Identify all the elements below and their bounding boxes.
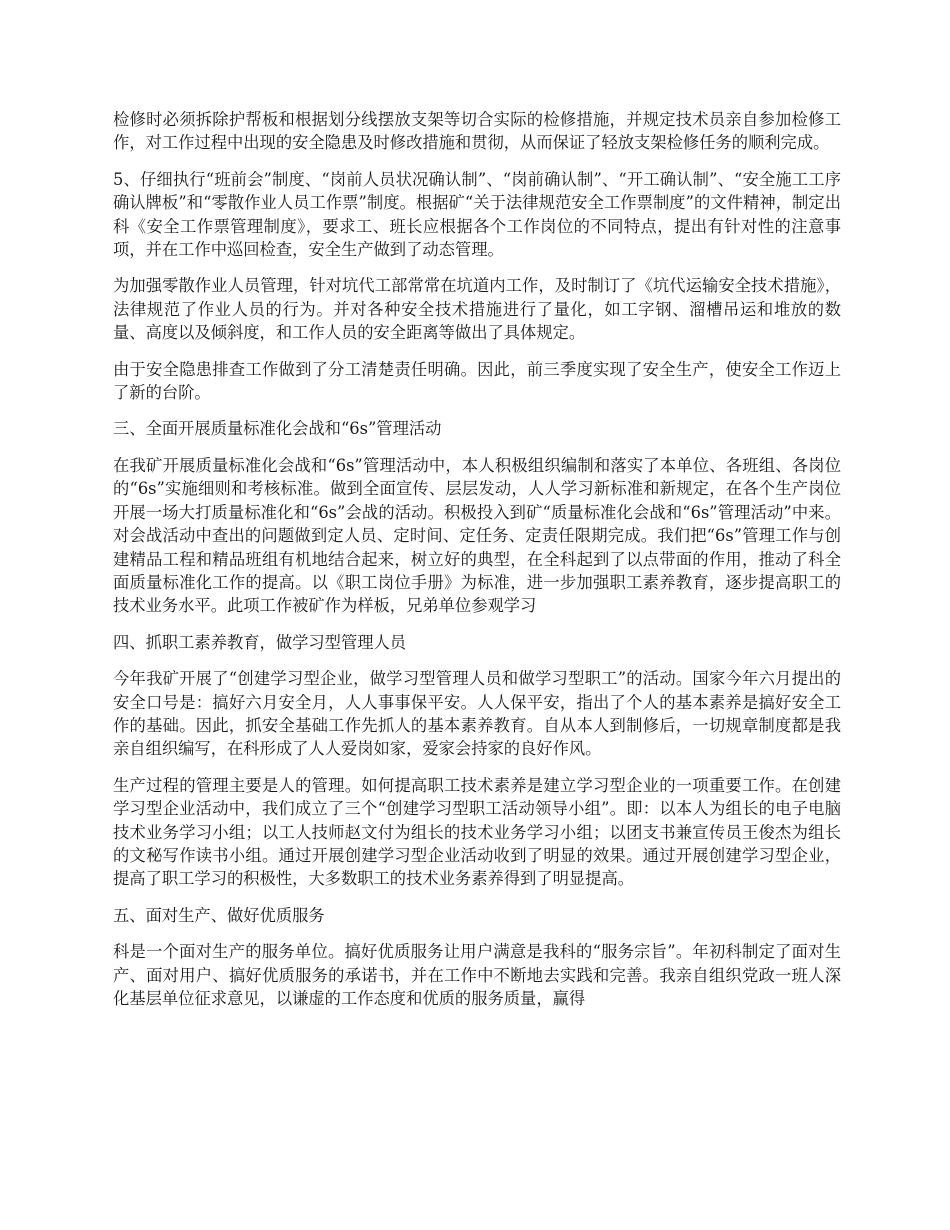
document-page — [113, 108, 841, 1023]
paragraph-learning-enterprise: 今年我矿开展了“创建学习型企业，做学习型管理人员和做学习型职工”的活动。国家今年六月提出的安全口号是：搞好六月安全月，人人事事保平安。人人保平安，指出了个人的基本素养是搞好安全工作的基础。因此，抓安全基础工作先抓人的基本素养教育。自从本人到制修后，一切规章制度都是我亲自组织编写，在科形成了人人爱岗如家，爱家会持家的良好作风。 — [113, 669, 841, 759]
paragraph-scattered-workers: 为加强零散作业人员管理，针对坑代工部常常在坑道内工作，及时制订了《坑代运输安全技术措施》，法律规范了作业人员的行为。并对各种安全技术措施进行了量化，如工字钢、溜槽吊运和堆放的数量、高度以及倾斜度，和工作人员的安全距离等做出了具体规定。 — [113, 276, 841, 343]
paragraph-safety-result: 由于安全隐患排查工作做到了分工清楚责任明确。因此，前三季度实现了安全生产，使安全工作迈上了新的台阶。 — [113, 359, 841, 403]
section-heading-3: 三、全面开展质量标准化会战和“6s”管理活动 — [113, 419, 442, 439]
section-heading-4: 四、抓职工素养教育，做学习型管理人员 — [113, 632, 407, 652]
paragraph-6s-activity: 在我矿开展质量标准化会战和“6s”管理活动中，本人积极组织编制和落实了本单位、各班组、各岗位的“6s”实施细则和考核标准。做到全面宣传、层层发动，人人学习新标准和新规定，在各个生产岗位开展一场大打质量标准化和“6s”会战的活动。积极投入到矿“质量标准化会战和“6s”管理活动”中来。对会战活动中查出的问题做到定人员、定时间、定任务、定责任限期完成。我们把“6s”管理工作与创建精品工程和精品班组有机地结合起来，树立好的典型，在全科起到了以点带面的作用，推动了科全面质量标准化工作的提高。以《职工岗位手册》为标准，进一步加强职工素养教育，逐步提高职工的技术业务水平。此项工作被矿作为样板，兄弟单位参观学习 — [113, 455, 841, 616]
paragraph-study-groups: 生产过程的管理主要是人的管理。如何提高职工技术素养是建立学习型企业的一项重要工作。在创建学习型企业活动中，我们成立了三个“创建学习型职工活动领导小组”。即：以本人为组长的电子电脑技术业务学习小组；以工人技师赵文付为组长的技术业务学习小组；以团支书兼宣传员王俊杰为组长的文秘写作读书小组。通过开展创建学习型企业活动收到了明显的效果。通过开展创建学习型企业，提高了职工学习的积极性，大多数职工的技术业务素养得到了明显提高。 — [113, 775, 841, 889]
section-heading-5: 五、面对生产、做好优质服务 — [113, 905, 325, 925]
paragraph-maintenance-measures: 检修时必须拆除护帮板和根据划分线摆放支架等切合实际的检修措施，并规定技术员亲自参加检修工作，对工作过程中出现的安全隐患及时修改措施和贯彻，从而保证了轻放支架检修任务的顺利完成。 — [113, 110, 841, 153]
paragraph-service: 科是一个面对生产的服务单位。搞好优质服务让用户满意是我科的“服务宗旨”。年初科制定了面对生产、面对用户、搞好优质服务的承诺书，并在工作中不断地去实践和完善。我亲自组织党政一班人深化基层单位征求意见，以谦虚的工作态度和优质的服务质量，赢得 — [113, 942, 841, 1008]
paragraph-item-5-work-permit: 5、仔细执行“班前会”制度、“岗前人员状况确认制”、“岗前确认制”、“开工确认制”、“安全施工工序确认牌板”和“零散作业人员工作票”制度。根据矿“关于法律规范安全工作票制度”的文件精神，制定出科《安全工作票管理制度》，要求工、班长应根据各个工作岗位的不同特点，提出有针对性的注意事项，并在工作中巡回检查，安全生产做到了动态管理。 — [113, 169, 841, 260]
